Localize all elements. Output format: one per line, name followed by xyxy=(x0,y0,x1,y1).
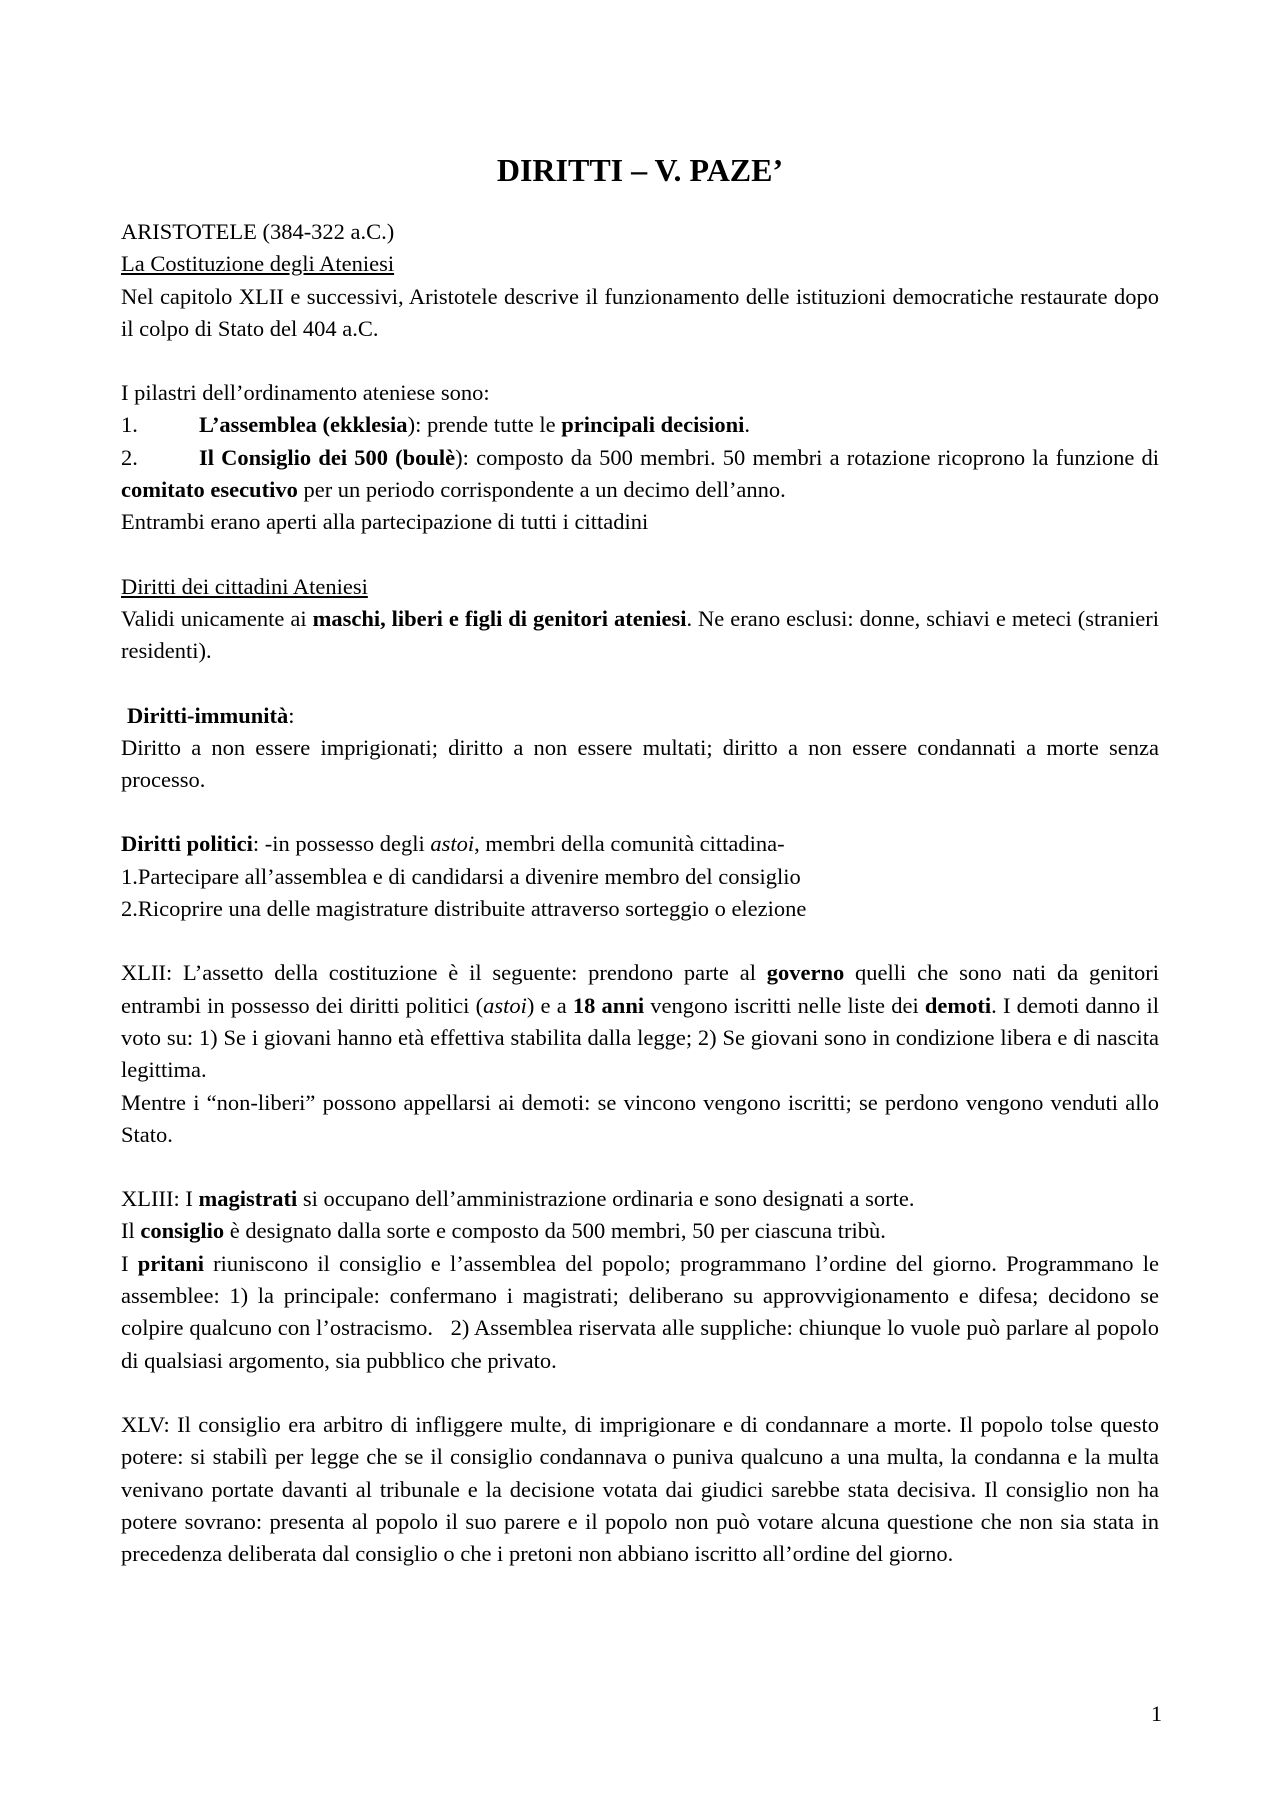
spacer xyxy=(121,668,1159,700)
xlii-text: . I demoti danno il voto su: 1) Se i giovani hanno età effettiva stabilita dalla legge; 2) Se giovani sono in condizione libera e di nascita legittima. xyxy=(121,992,1159,1083)
political-post: , membri della comunità cittadina- xyxy=(474,831,785,857)
xliii-line-2 xyxy=(121,1215,1159,1247)
pillar-item-2 xyxy=(121,442,1159,507)
intro-paragraph: Nel capitolo XLII e successivi, Aristotele descrive il funzionamento delle istituzioni democratiche restaurate dopo il colpo di Stato del 404 a.C. xyxy=(121,283,1159,341)
pillar-emphasis: comitato esecutivo xyxy=(121,477,298,503)
pillar-name: Il Consiglio dei 500 (boulè xyxy=(199,444,456,470)
xlii-bold: demoti xyxy=(924,992,992,1018)
xliii-text: Il xyxy=(121,1218,141,1244)
xlii-bold: 18 anni xyxy=(572,992,645,1018)
xlii-text: ) e a xyxy=(526,992,573,1018)
spacer xyxy=(121,539,1159,571)
xlii-italic: astoi xyxy=(483,992,527,1018)
pillar-text: : prende tutte le xyxy=(415,412,562,438)
pillar-text: : composto da 500 membri. 50 membri a rotazione ricoprono la funzione di xyxy=(462,444,1159,470)
pillar-name-close: ) xyxy=(455,444,463,470)
document-body xyxy=(121,216,1165,1570)
rights-valid-pre: Validi unicamente ai xyxy=(121,605,313,631)
xliii-text: XLIII: I xyxy=(121,1186,199,1212)
pillar-name: L’assemblea (ekklesia xyxy=(199,412,408,438)
pillars-lead: I pilastri dell’ordinamento ateniese sono: xyxy=(121,380,490,406)
political-label: Diritti politici xyxy=(121,831,253,857)
rights-valid-emphasis: maschi, liberi e figli di genitori ateniesi xyxy=(312,605,687,631)
xliii-paragraph xyxy=(121,1248,1165,1377)
pillar-name-close: ) xyxy=(407,412,416,438)
page-number: 1 xyxy=(1151,1701,1162,1726)
rights-heading xyxy=(121,571,1159,603)
xliii-text: è designato dalla sorte e composto da 500 membri, 50 per ciascuna tribù. xyxy=(224,1218,886,1244)
political-heading xyxy=(121,828,1159,860)
political-item-1: 1.Partecipare all’assemblea e di candidarsi a divenire membro del consiglio xyxy=(121,863,801,889)
xlv-paragraph: XLV: Il consiglio era arbitro di infliggere multe, di imprigionare e di condannare a morte. Il popolo tolse questo potere: si stabilì per legge che se il consiglio condannava o puniva qualcuno a una multa, la condanna e la multa venivano portate davanti al tribunale e la decisione votata dai giudici sarebbe stata decisiva. Il consiglio non ha potere sovrano: presenta al popolo il suo parere e il popolo non può votare alcuna questione che non sia stata in precedenza deliberata dal consiglio o che i pretoni non abbiano iscritto all’ordine del giorno. xyxy=(121,1411,1159,1567)
xliii-bold: pritani xyxy=(137,1250,204,1276)
political-pre: : -in possesso degli xyxy=(252,831,431,857)
spacer xyxy=(121,1377,1159,1409)
work-title xyxy=(121,248,1159,280)
political-item-2: 2.Ricoprire una delle magistrature distribuite attraverso sorteggio o elezione xyxy=(121,896,807,922)
xlii-text: XLII: L’assetto della costituzione è il seguente: prendono parte al xyxy=(121,960,767,986)
spacer xyxy=(121,1151,1159,1183)
author-line: ARISTOTELE (384-322 a.C.) xyxy=(121,219,395,244)
spacer xyxy=(121,796,1159,828)
immunity-label: Diritti-immunità xyxy=(127,702,289,728)
spacer xyxy=(121,925,1159,957)
pillar-emphasis: principali decisioni xyxy=(561,412,745,438)
immunity-heading xyxy=(121,700,1159,732)
pillars-both: Entrambi erano aperti alla partecipazione di tutti i cittadini xyxy=(121,509,649,535)
xliii-bold: consiglio xyxy=(140,1218,225,1244)
page-title: DIRITTI – V. PAZE’ xyxy=(496,152,784,188)
xliii-text: si occupano dell’amministrazione ordinaria e sono designati a sorte. xyxy=(297,1186,915,1212)
pillar-end: . xyxy=(744,412,751,438)
xlii-paragraph xyxy=(121,957,1159,1086)
pillar-item-1 xyxy=(121,409,1159,441)
xlii-text: quelli che sono nati da genitori entrambi in possesso dei diritti politici ( xyxy=(121,960,1159,1018)
political-italic: astoi xyxy=(430,831,475,857)
xliii-text: I xyxy=(121,1250,138,1276)
rights-heading-text: Diritti dei cittadini Ateniesi xyxy=(121,573,368,599)
work-title-text: La Costituzione degli Ateniesi xyxy=(121,251,395,277)
xliii-line-1 xyxy=(121,1183,1159,1215)
pillar-number: 2. xyxy=(121,444,138,470)
immunity-colon: : xyxy=(288,702,295,728)
rights-valid-post: . Ne erano esclusi: donne, schiavi e meteci (stranieri residenti). xyxy=(121,605,1159,664)
xlii-bold: governo xyxy=(766,960,845,986)
pillar-number: 1. xyxy=(121,412,138,438)
xlii-text: vengono iscritti nelle liste dei xyxy=(644,992,925,1018)
pillar-end: per un periodo corrispondente a un decimo dell’anno. xyxy=(297,477,786,503)
spacer xyxy=(121,345,1159,377)
xlii-paragraph-2: Mentre i “non-liberi” possono appellarsi ai demoti: se vincono vengono iscritti; se perdono vengono venduti allo Stato. xyxy=(121,1089,1159,1147)
xliii-bold: magistrati xyxy=(198,1186,298,1212)
immunity-paragraph: Diritto a non essere imprigionati; diritto a non essere multati; diritto a non essere condannati a morte senza processo. xyxy=(121,734,1159,793)
rights-valid-paragraph xyxy=(121,603,1159,668)
xliii-text: riuniscono il consiglio e l’assemblea del popolo; programmano l’ordine del giorno. Programmano le assemblee: 1) la principale: confermano i magistrati; deliberano su approvvigionamento e difesa; decidono se colpire qualcuno con l’ostracismo. 2) Assemblea riservata alle suppliche: chiunque lo vuole può parlare al popolo di qualsiasi argomento, sia pubblico che privato. xyxy=(121,1250,1165,1373)
